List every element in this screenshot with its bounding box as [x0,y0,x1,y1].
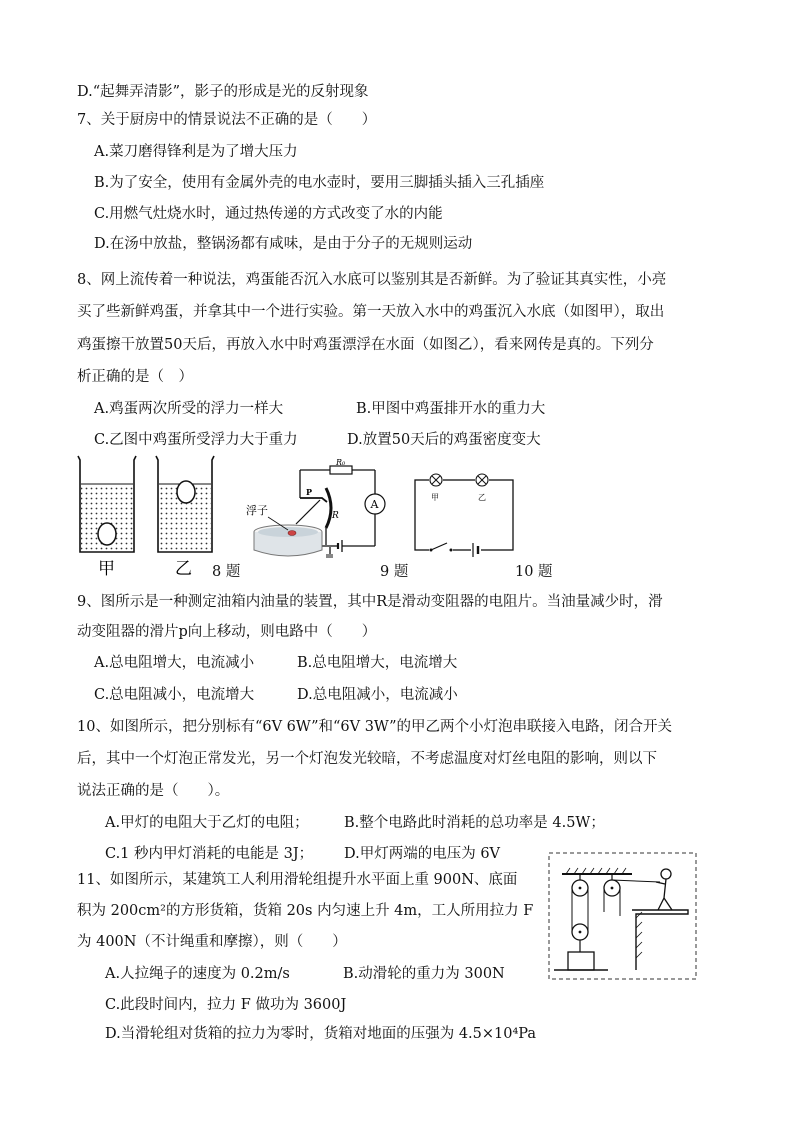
line-q10-a: A.甲灯的电阻大于乙灯的电阻； [105,815,309,831]
line-q8-stem-3: 鸡蛋擦干放置50天后，再放入水中时鸡蛋漂浮在水面（如图乙），看来网传是真的。下列分 [77,337,654,353]
cargo-box [568,952,594,970]
line-q10-b: B.整个电路此时消耗的总功率是 4.5W； [344,815,605,831]
beaker-b-label: 乙 [175,559,192,579]
line-q9-c: C.总电阻减小，电流增大 [94,687,255,703]
oil-tank [254,525,333,558]
figure-10-lamp-circuit [405,466,520,558]
line-q10-stem-3: 说法正确的是（ ）。 [77,783,230,799]
figure-9-oil-gauge [246,458,400,572]
figure-10-caption: 10 题 [515,564,553,580]
line-q11-d: D.当滑轮组对货箱的拉力为零时，货箱对地面的压强为 4.5×10⁴Pa [105,1026,537,1042]
figure-8-caption: 8 题 [212,564,241,580]
line-q9-b: B.总电阻增大，电流增大 [297,655,458,671]
line-q10-c: C.1 秒内甲灯消耗的电能是 3J； [105,846,314,862]
line-q7-a: A.菜刀磨得锋利是为了增大压力 [94,144,298,160]
line-q7-b: B.为了安全，使用有金属外壳的电水壶时，要用三脚插头插入三孔插座 [94,175,545,191]
float-icon [288,531,296,536]
switch [429,543,453,556]
line-q11-b: B.动滑轮的重力为 300N [343,966,505,982]
line-q11-c: C.此段时间内，拉力 F 做功为 3600J [105,997,347,1013]
line-q11-stem-1: 11、如图所示，某建筑工人利用滑轮组提升水平面上重 900N、底面 [77,872,518,888]
line-q10-stem-2: 后，其中一个灯泡正常发光，另一个灯泡发光较暗，不考虑温度对灯丝电阻的影响，则以下 [77,751,657,767]
resistor-r0 [330,466,352,474]
line-q8-stem-1: 8、网上流传着一种说法，鸡蛋能否沉入水底可以鉴别其是否新鲜。为了验证其真实性，小亮 [77,272,667,288]
line-q10-d: D.甲灯两端的电压为 6V [344,846,501,862]
line-q11-stem-2: 积为 200cm²的方形货箱，货箱 20s 内匀速上升 4m，工人所用拉力 F [77,903,534,919]
line-q8-b: B.甲图中鸡蛋排开水的重力大 [356,401,546,417]
line-q9-a: A.总电阻增大，电流减小 [94,655,255,671]
worker-figure [656,869,672,910]
line-q8-c: C.乙图中鸡蛋所受浮力大于重力 [94,432,298,448]
line-q7-stem: 7、关于厨房中的情景说法不正确的是（ ） [77,112,377,128]
lamp-b [475,474,489,486]
line-q8-stem-4: 析正确的是（ ） [77,369,193,385]
line-q11-stem-3: 为 400N（不计绳重和摩擦），则（ ） [77,934,347,950]
battery [471,542,481,558]
egg-sunk [98,523,116,545]
r-label: R [332,511,339,521]
line-q9-stem-2: 动变阻器的滑片p向上移动，则电路中（ ） [77,624,377,640]
figure-9-caption: 9 题 [380,564,409,580]
resistor-arc-r [326,488,331,528]
ammeter-label: A [370,498,379,511]
egg-floating [177,481,195,503]
beaker-a [78,456,136,552]
line-q7-c: C.用燃气灶烧水时，通过热传递的方式改变了水的内能 [94,206,443,222]
line-q8-d: D.放置50天后的鸡蛋密度变大 [347,432,541,448]
beaker-a-label: 甲 [98,559,115,579]
line-q9-d: D.总电阻减小，电流减小 [297,687,458,703]
figure-11-pulley [548,852,698,980]
lamp-b-label: 乙 [478,493,486,502]
line-q6-d: D.“起舞弄清影”，影子的形成是光的反射现象 [77,84,369,100]
line-q9-stem-1: 9、图所示是一种测定油箱内油量的装置，其中R是滑动变阻器的电阻片。当油量减少时，滑 [77,594,663,610]
line-q8-stem-2: 买了些新鲜鸡蛋，并拿其中一个进行实验。第一天放入水中的鸡蛋沉入水底（如图甲），取出 [77,304,665,320]
float-label: 浮子 [246,504,268,517]
line-q10-stem-1: 10、如图所示，把分别标有“6V 6W”和“6V 3W”的甲乙两个小灯泡串联接入电路，闭合开关 [77,719,673,735]
lamp-a-label: 甲 [431,493,439,502]
line-q11-a: A.人拉绳子的速度为 0.2m/s [105,966,290,982]
p-label: P [306,487,313,497]
line-q7-d: D.在汤中放盐，整锅汤都有咸味，是由于分子的无规则运动 [94,236,473,252]
beaker-b [156,456,214,552]
r0-label: R₀ [336,458,346,467]
lamp-a [429,474,443,486]
line-q8-a: A.鸡蛋两次所受的浮力一样大 [94,401,284,417]
